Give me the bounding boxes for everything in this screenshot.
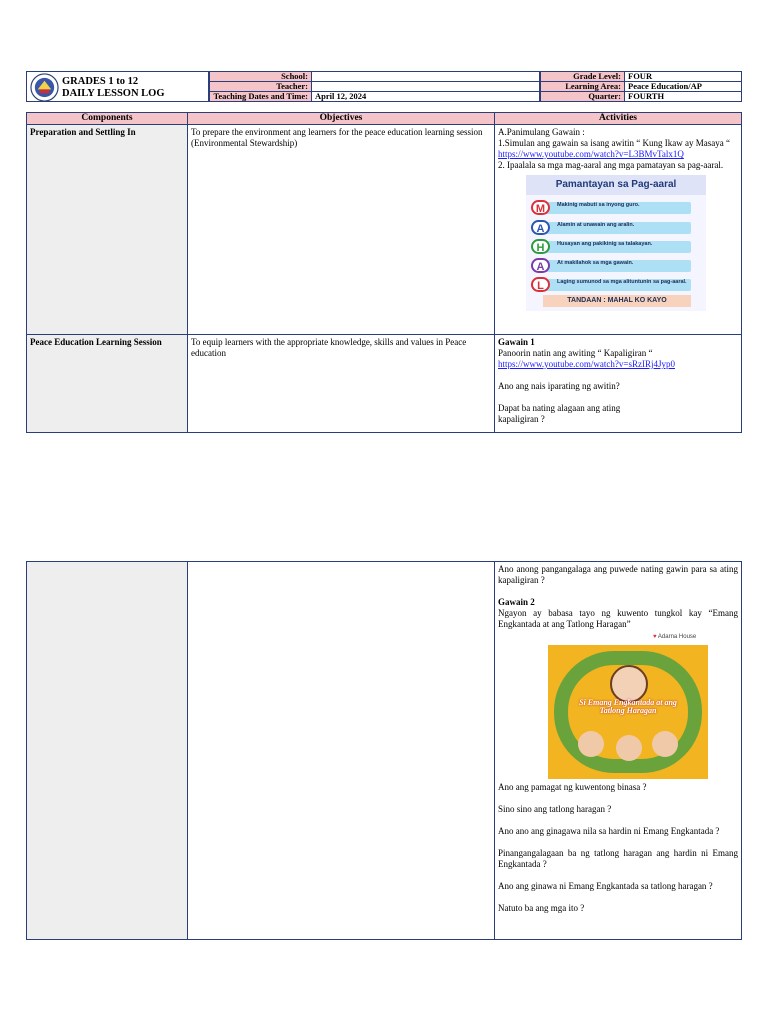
pamantayan-footer: TANDAAN : MAHAL KO KAYO <box>543 295 691 307</box>
lesson-table-continued <box>26 561 742 940</box>
child-figure <box>652 731 678 757</box>
pamantayan-item <box>536 260 691 273</box>
deped-seal-icon <box>30 73 59 102</box>
quarter-value: FOURTH <box>625 92 742 102</box>
activity-question: Natuto ba ang mga ito ? <box>498 903 585 913</box>
child-figure <box>578 731 604 757</box>
youtube-link[interactable]: https://www.youtube.com/watch?v=sRzIRj4Jyp0 <box>498 359 675 369</box>
activity-question: Ano anong pangangalaga ang puwede nating gawin para sa ating kapaligiran ? <box>498 564 738 585</box>
component-cell: Preparation and Settling In <box>27 125 188 335</box>
pamantayan-image <box>526 175 706 311</box>
activity-heading: Gawain 2 <box>498 597 535 607</box>
heart-icon: ♥ <box>653 634 657 640</box>
quarter-label: Quarter: <box>541 92 625 102</box>
dates-label: Teaching Dates and Time: <box>210 92 312 102</box>
activities-cell <box>495 335 742 433</box>
pamantayan-item <box>535 202 691 215</box>
child-figure <box>616 735 642 761</box>
area-label: Learning Area: <box>541 82 625 92</box>
table-row <box>27 125 742 335</box>
activity-text: 2. Ipaalala sa mga mag-aaral ang mga pamatayan sa pag-aaral. <box>498 160 724 170</box>
teacher-label: Teacher: <box>210 82 312 92</box>
pamantayan-title: Pamantayan sa Pag-aaral <box>555 179 677 190</box>
activity-question: Ano ang pamagat ng kuwentong binasa ? <box>498 782 647 792</box>
table-row <box>27 562 742 940</box>
lesson-table <box>26 112 742 433</box>
school-info-table <box>209 71 540 102</box>
activities-cell <box>495 562 742 940</box>
objective-cell: To prepare the environment ang learners for the peace education learning session (Environmental Stewardship) <box>188 125 495 335</box>
pamantayan-item <box>536 241 691 254</box>
component-cell: Peace Education Learning Session <box>27 335 188 433</box>
grade-label: Grade Level: <box>541 72 625 82</box>
letter-badge: L <box>531 277 550 292</box>
school-label: School: <box>210 72 312 82</box>
objective-cell <box>188 562 495 940</box>
letter-badge: A <box>531 258 550 273</box>
column-header: Activities <box>495 113 742 125</box>
publisher-logo <box>653 632 738 643</box>
letter-badge: A <box>531 220 550 235</box>
activity-heading: Gawain 1 <box>498 337 535 347</box>
letter-badge: M <box>531 200 550 215</box>
pamantayan-text: Husayan ang pakikinig sa talakayan. <box>557 241 653 247</box>
school-value <box>312 72 540 82</box>
pamantayan-item <box>536 222 691 235</box>
objective-cell: To equip learners with the appropriate knowledge, skills and values in Peace education <box>188 335 495 433</box>
activity-question: Ano ano ang ginagawa nila sa hardin ni Emang Engkantada ? <box>498 826 720 836</box>
activity-text: 1.Simulan ang gawain sa isang awitin “ Kung Ikaw ay Masaya “ <box>498 138 730 148</box>
activity-question: Pinangangalagaan ba ng tatlong haragan ang hardin ni Emang Engkantada ? <box>498 848 738 869</box>
pamantayan-item <box>537 279 691 292</box>
title-line-2: DAILY LESSON LOG <box>62 88 165 99</box>
dates-value: April 12, 2024 <box>312 92 540 102</box>
activity-text: A.Panimulang Gawain : <box>498 127 585 137</box>
activity-question: Sino sino ang tatlong haragan ? <box>498 804 612 814</box>
lesson-log-header <box>26 71 742 103</box>
activity-question: Dapat ba nating alagaan ang ating kapaligiran ? <box>498 403 621 424</box>
publisher-name: Adarna House <box>657 634 697 640</box>
activity-question: Ano ang ginawa ni Emang Engkantada sa tatlong haragan ? <box>498 881 713 891</box>
book-title: Si Emang Engkantada at ang Tatlong Haragan <box>579 698 677 715</box>
grade-value: FOUR <box>625 72 742 82</box>
pamantayan-text: Makinig mabuti sa inyong guro. <box>557 202 640 208</box>
title-box <box>26 71 209 102</box>
activities-cell <box>495 125 742 335</box>
document-title <box>62 76 165 100</box>
table-header-row <box>27 113 742 125</box>
pamantayan-text: At makilahok sa mga gawain. <box>557 260 634 266</box>
table-row <box>27 335 742 433</box>
book-cover-image <box>548 645 708 779</box>
activity-text: Ngayon ay babasa tayo ng kuwento tungkol kay “Emang Engkantada at ang Tatlong Haragan” <box>498 608 738 629</box>
youtube-link[interactable]: https://www.youtube.com/watch?v=L3BMvTalx1Q <box>498 149 684 159</box>
grade-info-table <box>540 71 742 102</box>
activity-text: Panoorin natin ang awiting “ Kapaligiran “ <box>498 348 653 358</box>
component-cell <box>27 562 188 940</box>
activity-question: Ano ang nais iparating ng awitin? <box>498 381 620 391</box>
column-header: Components <box>27 113 188 125</box>
pamantayan-text: Laging sumunod sa mga alituntunin sa pag-aaral. <box>557 279 687 285</box>
pamantayan-text: Alamin at unawain ang aralin. <box>557 222 635 228</box>
teacher-value <box>312 82 540 92</box>
column-header: Objectives <box>188 113 495 125</box>
area-value: Peace Education/AP <box>625 82 742 92</box>
title-line-1: GRADES 1 to 12 <box>62 76 139 87</box>
letter-badge: H <box>531 239 550 254</box>
